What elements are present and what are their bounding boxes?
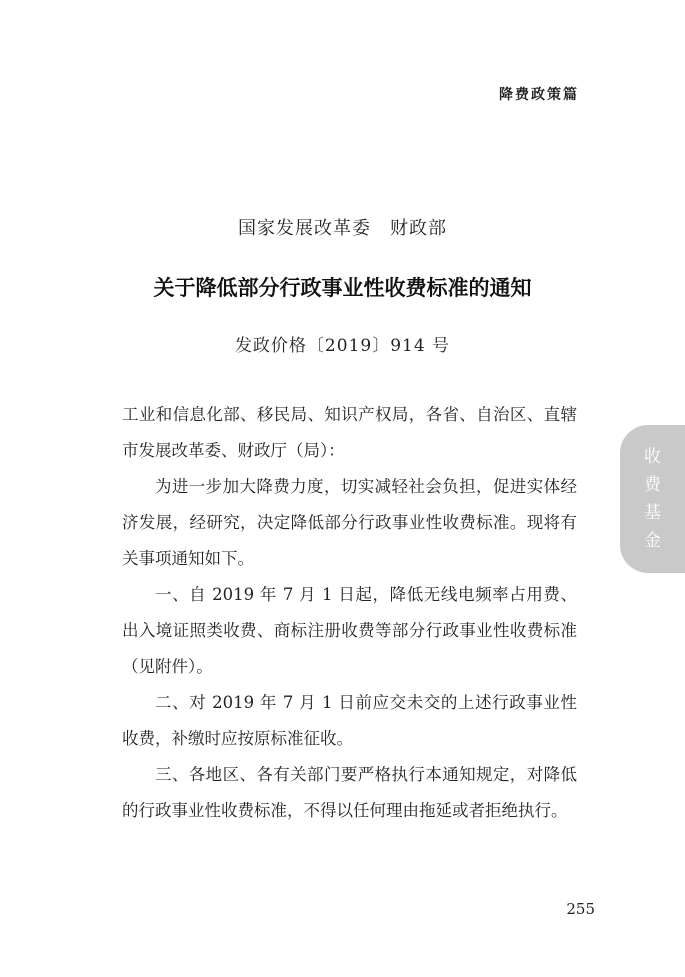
- addressee-paragraph: 工业和信息化部、移民局、知识产权局，各省、自治区、直辖市发展改革委、财政厅（局）：: [122, 405, 577, 460]
- side-tab-char: 基: [644, 503, 661, 523]
- issuing-agencies: 国家发展改革委 财政部: [238, 218, 447, 239]
- document-body: [122, 397, 577, 829]
- side-tab-char: 费: [644, 475, 661, 495]
- body-paragraph: 一、自 2019 年 7 月 1 日起，降低无线电频率占用费、出入境证照类收费、商标注册收费等部分行政事业性收费标准（见附件）。: [122, 585, 577, 676]
- side-tab-char: 金: [644, 531, 661, 551]
- body-paragraph: 三、各地区、各有关部门要严格执行本通知规定，对降低的行政事业性收费标准，不得以任何理由拖延或者拒绝执行。: [122, 765, 577, 820]
- document-number: 发政价格〔2019〕914 号: [234, 336, 451, 356]
- running-header-section: 降费政策篇: [499, 87, 579, 103]
- document-title: 关于降低部分行政事业性收费标准的通知: [153, 275, 532, 300]
- chapter-side-tab: [620, 425, 685, 573]
- page-number: 255: [566, 900, 595, 918]
- side-tab-char: 收: [644, 447, 661, 467]
- body-paragraph: 为进一步加大降费力度，切实减轻社会负担，促进实体经济发展，经研究，决定降低部分行政事业性收费标准。现将有关事项通知如下。: [122, 477, 577, 568]
- body-paragraph: 二、对 2019 年 7 月 1 日前应交未交的上述行政事业性收费，补缴时应按原标准征收。: [122, 693, 577, 748]
